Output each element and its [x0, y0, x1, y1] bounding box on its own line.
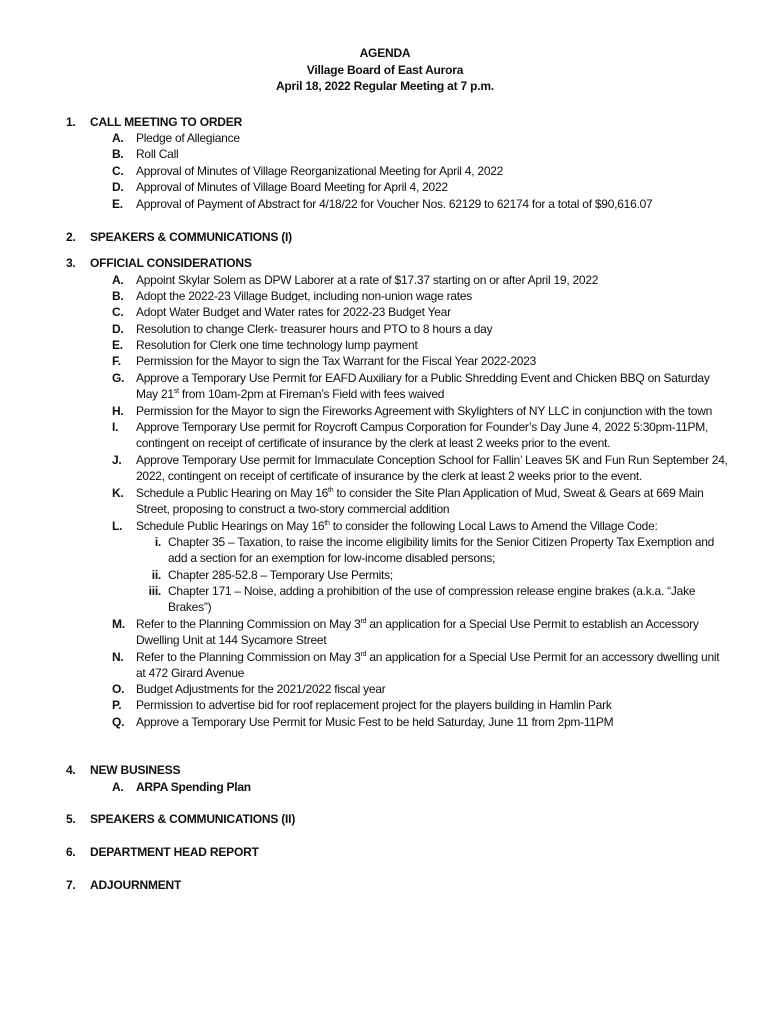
section-number: 2. [66, 230, 76, 244]
item-letter: M. [112, 617, 125, 631]
item-text: Pledge of Allegiance [136, 131, 240, 145]
item-text-continued: 2022, contingent on receipt of certificate of insurance by the clerk at least 2 weeks prior to the event. [136, 469, 643, 483]
section-number: 1. [66, 115, 76, 129]
item-text: Schedule a Public Hearing on May 16th to consider the Site Plan Application of Mud, Sweat & Gears at 669 Main [136, 486, 704, 500]
item-text: Resolution to change Clerk- treasurer hours and PTO to 8 hours a day [136, 322, 493, 336]
item-text: Chapter 171 – Noise, adding a prohibition of the use of compression release engine brakes (a.k.a. “Jake [168, 584, 696, 598]
meeting-date-title: April 18, 2022 Regular Meeting at 7 p.m. [275, 79, 495, 93]
item-text: Permission for the Mayor to sign the Tax Warrant for the Fiscal Year 2022-2023 [136, 354, 537, 368]
item-letter: K. [112, 486, 124, 500]
item-letter: O. [112, 682, 125, 696]
item-text: Refer to the Planning Commission on May 3rd an application for a Special Use Permit for an accessory dwelling unit [136, 650, 720, 664]
section-title: CALL MEETING TO ORDER [90, 115, 243, 129]
item-letter: D. [112, 180, 124, 194]
item-letter: E. [112, 338, 123, 352]
item-text: Roll Call [136, 147, 179, 161]
section-number: 3. [66, 256, 76, 270]
item-text-continued: add a section for an exemption for low-income disabled persons; [168, 551, 496, 565]
item-roman-numeral: i. [154, 535, 161, 549]
item-text: Approval of Minutes of Village Board Meeting for April 4, 2022 [136, 180, 448, 194]
item-letter: G. [112, 371, 125, 385]
item-letter: H. [112, 404, 124, 418]
item-text: Chapter 285-52.8 – Temporary Use Permits; [168, 568, 393, 582]
section-title: OFFICIAL CONSIDERATIONS [90, 256, 252, 270]
item-text: Approve Temporary Use permit for Roycroft Campus Corporation for Founder’s Day June 4, 2022 5:30pm-11PM, [136, 420, 709, 434]
item-letter: E. [112, 197, 123, 211]
item-letter: D. [112, 322, 124, 336]
item-text-continued: at 472 Girard Avenue [136, 666, 245, 680]
organization-title: Village Board of East Aurora [306, 63, 464, 77]
item-letter: J. [112, 453, 122, 467]
item-text-continued: Street, proposing to construct a two-story commercial addition [136, 502, 450, 516]
item-text: Approval of Payment of Abstract for 4/18/22 for Voucher Nos. 62129 to 62174 for a total of $90,616.07 [136, 197, 653, 211]
item-letter: C. [112, 164, 124, 178]
item-letter: F. [112, 354, 121, 368]
item-text: Adopt the 2022-23 Village Budget, including non-union wage rates [136, 289, 473, 303]
item-letter: A. [112, 273, 124, 287]
item-letter: C. [112, 305, 124, 319]
section-title: DEPARTMENT HEAD REPORT [90, 845, 259, 859]
item-text: Budget Adjustments for the 2021/2022 fiscal year [136, 682, 386, 696]
section-number: 4. [66, 763, 76, 777]
section-title: SPEAKERS & COMMUNICATIONS (II) [90, 812, 296, 826]
item-text: Adopt Water Budget and Water rates for 2022-23 Budget Year [136, 305, 451, 319]
item-letter: P. [112, 698, 122, 712]
section-number: 5. [66, 812, 76, 826]
item-text: Schedule Public Hearings on May 16th to consider the following Local Laws to Amend the Village Code: [136, 519, 658, 533]
item-text: Chapter 35 – Taxation, to raise the income eligibility limits for the Senior Citizen Property Tax Exemption and [168, 535, 715, 549]
item-roman-numeral: ii. [151, 568, 161, 582]
item-text-continued: Dwelling Unit at 144 Sycamore Street [136, 633, 327, 647]
section-title: ADJOURNMENT [90, 878, 182, 892]
item-letter: B. [112, 289, 124, 303]
item-letter: B. [112, 147, 124, 161]
agenda-heading: AGENDA [359, 46, 411, 60]
item-text: Approval of Minutes of Village Reorganizational Meeting for April 4, 2022 [136, 164, 504, 178]
item-text-continued: Brakes”) [168, 600, 212, 614]
item-letter: L. [112, 519, 123, 533]
item-text: ARPA Spending Plan [136, 780, 251, 794]
item-text: Refer to the Planning Commission on May 3rd an application for a Special Use Permit to establish an Accessory [136, 617, 699, 631]
section-number: 7. [66, 878, 76, 892]
item-roman-numeral: iii. [148, 584, 161, 598]
item-text: Appoint Skylar Solem as DPW Laborer at a rate of $17.37 starting on or after April 19, 2022 [136, 273, 599, 287]
item-text-continued: contingent on receipt of certificate of insurance by the clerk at least 2 weeks prior to the event. [136, 436, 611, 450]
section-number: 6. [66, 845, 76, 859]
section-title: SPEAKERS & COMMUNICATIONS (I) [90, 230, 292, 244]
item-text: Permission to advertise bid for roof replacement project for the players building in Hamlin Park [136, 698, 612, 712]
section-title: NEW BUSINESS [90, 763, 181, 777]
section-1 [0, 114, 770, 130]
item-text: Approve a Temporary Use Permit for Music Fest to be held Saturday, June 11 from 2pm-11PM [136, 715, 614, 729]
item-text: Approve a Temporary Use Permit for EAFD Auxiliary for a Public Shredding Event and Chicken BBQ on Saturday [136, 371, 710, 385]
item-letter: I. [112, 420, 119, 434]
item-text: Permission for the Mayor to sign the Fireworks Agreement with Skylighters of NY LLC in conjunction with the town [136, 404, 713, 418]
item-letter: A. [112, 131, 124, 145]
item-letter: A. [112, 780, 124, 794]
item-letter: Q. [112, 715, 125, 729]
item-text: Approve Temporary Use permit for Immaculate Conception School for Fallin’ Leaves 5K and Fun Run September 24, [136, 453, 728, 467]
item-text-continued: May 21st from 10am-2pm at Fireman’s Field with fees waived [136, 387, 445, 401]
item-letter: N. [112, 650, 124, 664]
item-text: Resolution for Clerk one time technology lump payment [136, 338, 418, 352]
